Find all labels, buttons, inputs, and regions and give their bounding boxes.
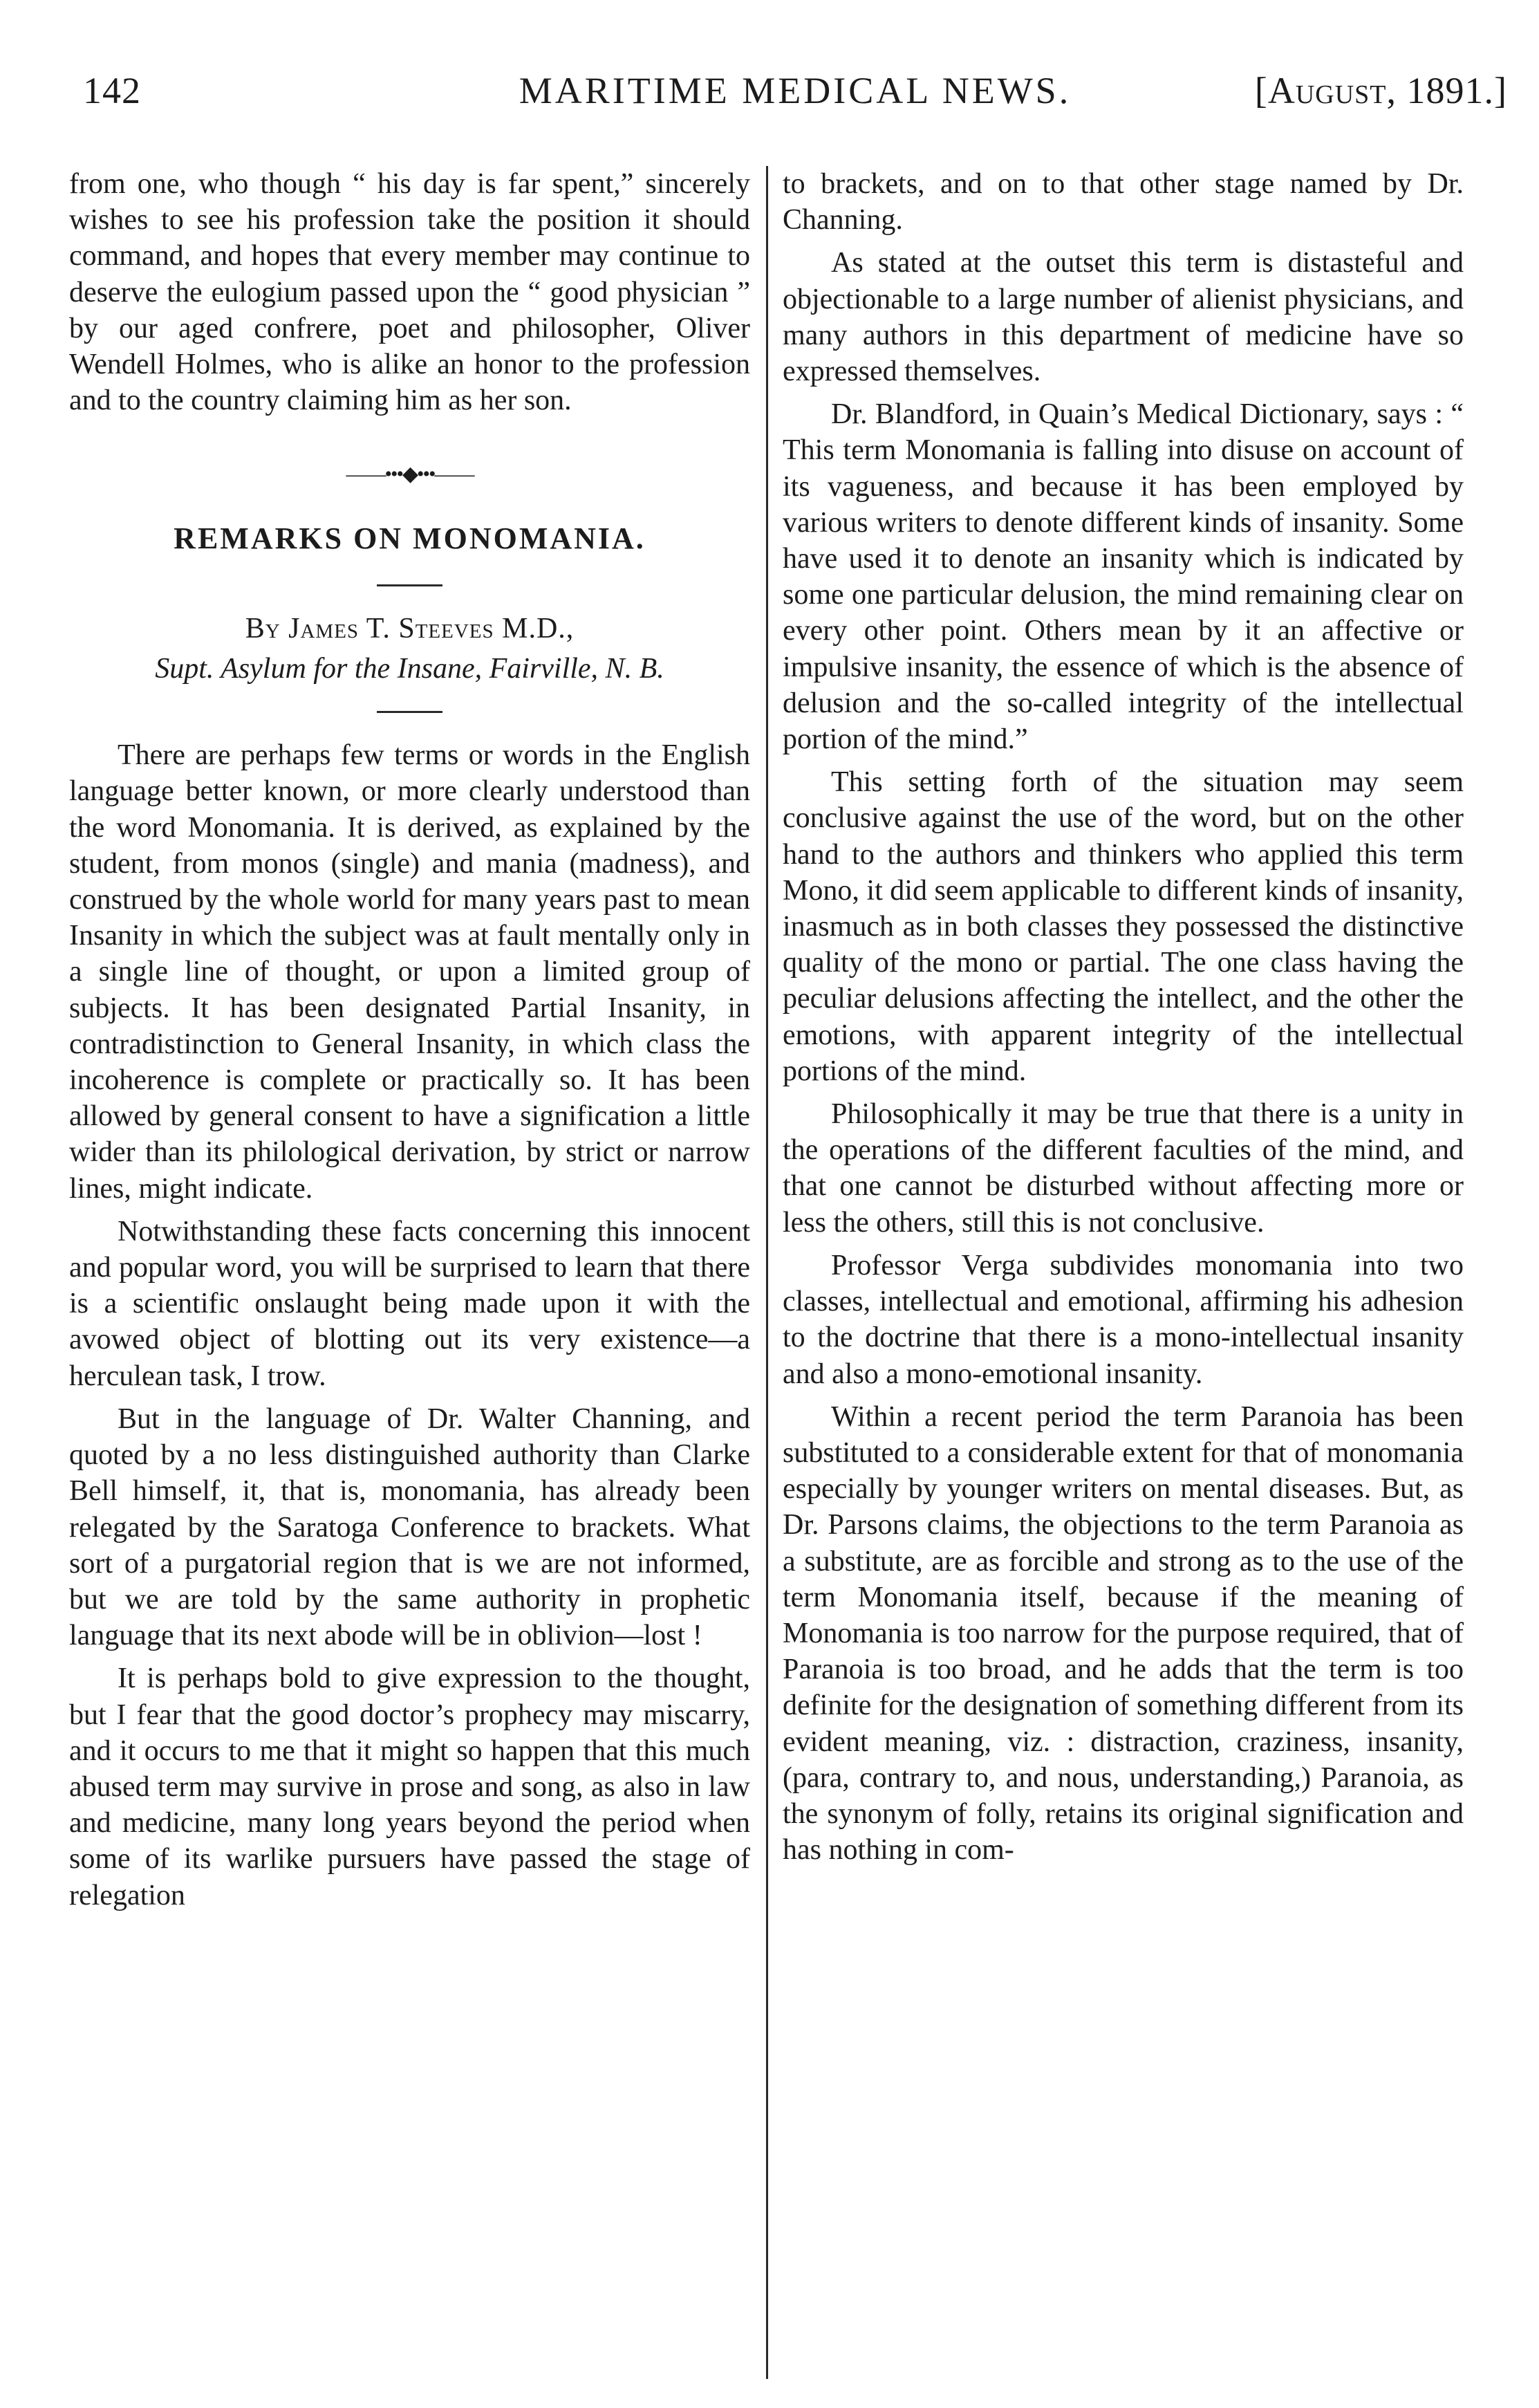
running-header [83, 69, 1507, 131]
body-paragraph: Within a recent period the term Paranoia has been substituted to a considerable extent for that of monomania especially by younger writers on mental diseases. But, as Dr. Parsons claims, the objections to the term Paranoia as a substitute, are as forcible and strong as to the use of the term Monomania itself, because if the meaning of Monomania is too narrow for the purpose required, that of Paranoia is too broad, and he adds that the term is too definite for the designation of something different from its evident meaning, viz. : distraction, craziness, insanity, (para, contrary to, and nous, understanding,) Paranoia, as the synonym of folly, retains its original signification and has nothing in com- [783, 1400, 1464, 1867]
body-paragraph: There are perhaps few terms or words in the English language better known, or more clearly understood than the word Monomania. It is derived, as explained by the student, from monos (single) and mania (madness), and construed by the whole world for many years past to mean Insanity in which the subject was at fault mentally only in a single line of thought, or upon a limited group of subjects. It has been designated Partial Insanity, in contradistinction to General Insanity, in which class the incoherence is complete or practically so. It has been allowed by general consent to have a signification a little wider than its philological derivation, by strict or narrow lines, might indicate. [69, 739, 750, 1205]
left-column [69, 166, 750, 1920]
author-affiliation: Supt. Asylum for the Insane, Fairville, N. B. [155, 653, 664, 685]
byline-rule [377, 711, 442, 713]
article-title: REMARKS ON MONOMANIA. [174, 521, 646, 555]
body-paragraph: Dr. Blandford, in Quain’s Medical Dictionary, says : “ This term Monomania is falling into disuse on account of its vagueness, and because it has been employed by various writers to denote different kinds of insanity. Some have used it to denote an insanity which is indicated by some one particular delusion, the mind remaining clear on every other point. Others mean by it an affective or impulsive insanity, the essence of which is the absence of delusion and the so-called integrity of the intellectual portion of the mind.” [783, 398, 1464, 756]
body-paragraph: But in the language of Dr. Walter Channing, and quoted by a no less distinguished authority than Clarke Bell himself, it, that is, monomania, has already been relegated by the Saratoga Conference to brackets. What sort of a purgatorial region that is we are not informed, but we are told by the same authority in prophetic language that its next abode will be in oblivion—lost ! [69, 1402, 750, 1652]
page-number: 142 [83, 70, 141, 111]
column-divider [766, 166, 768, 2379]
section-ornament: ——•••◆•••—— [346, 463, 474, 486]
title-rule [377, 584, 442, 586]
body-paragraph: This setting forth of the situation may seem conclusive against the use of the word, but on the other hand to the authors and thinkers who applied this term Mono, it did seem applicable to different kinds of insanity, inasmuch as in both classes they possessed the distinctive quality of the mono or partial. The one class having the peculiar delusions affecting the intellect, and the other the emotions, with apparent integrity of the intellectual portions of the mind. [783, 766, 1464, 1087]
article-author: By James T. Steeves M.D., [245, 612, 575, 645]
body-paragraph: As stated at the outset this term is distasteful and objectionable to a large number of alienist physicians, and many authors in this department of medicine have so expressed themselves. [783, 247, 1464, 388]
right-column [783, 166, 1464, 1875]
body-paragraph: Philosophically it may be true that there is a unity in the operations of the different faculties of the mind, and that one cannot be disturbed without affecting more or less the others, still this is not conclusive. [783, 1098, 1464, 1239]
body-paragraph: It is perhaps bold to give expression to the thought, but I fear that the good doctor’s prophecy may miscarry, and it occurs to me that it might so happen that this much abused term may survive in prose and song, as also in law and medicine, many long years beyond the period when some of its warlike pursuers have passed the stage of relegation [69, 1663, 750, 1911]
journal-title: MARITIME MEDICAL NEWS. [519, 70, 1072, 111]
body-paragraph: Professor Verga subdivides monomania into two classes, intellectual and emotional, affirming his adhesion to the doctrine that there is a mono-intellectual insanity and also a mono-emotional insanity. [783, 1249, 1464, 1390]
issue-date: [August, 1891.] [1254, 70, 1507, 111]
body-paragraph: Notwithstanding these facts concerning this innocent and popular word, you will be surprised to learn that there is a scientific onslaught being made upon it with the avowed object of blotting out its very existence—a herculean task, I trow. [69, 1215, 750, 1392]
continuation-paragraph: to brackets, and on to that other stage named by Dr. Channing. [783, 168, 1464, 237]
intro-paragraph: from one, who though “ his day is far spent,” sincerely wishes to see his profession take the position it should command, and hopes that every member may continue to deserve the eulogium passed upon the “ good physician ” by our aged confrere, poet and philosopher, Oliver Wendell Holmes, who is alike an honor to the profession and to the country claiming him as her son. [69, 168, 750, 417]
